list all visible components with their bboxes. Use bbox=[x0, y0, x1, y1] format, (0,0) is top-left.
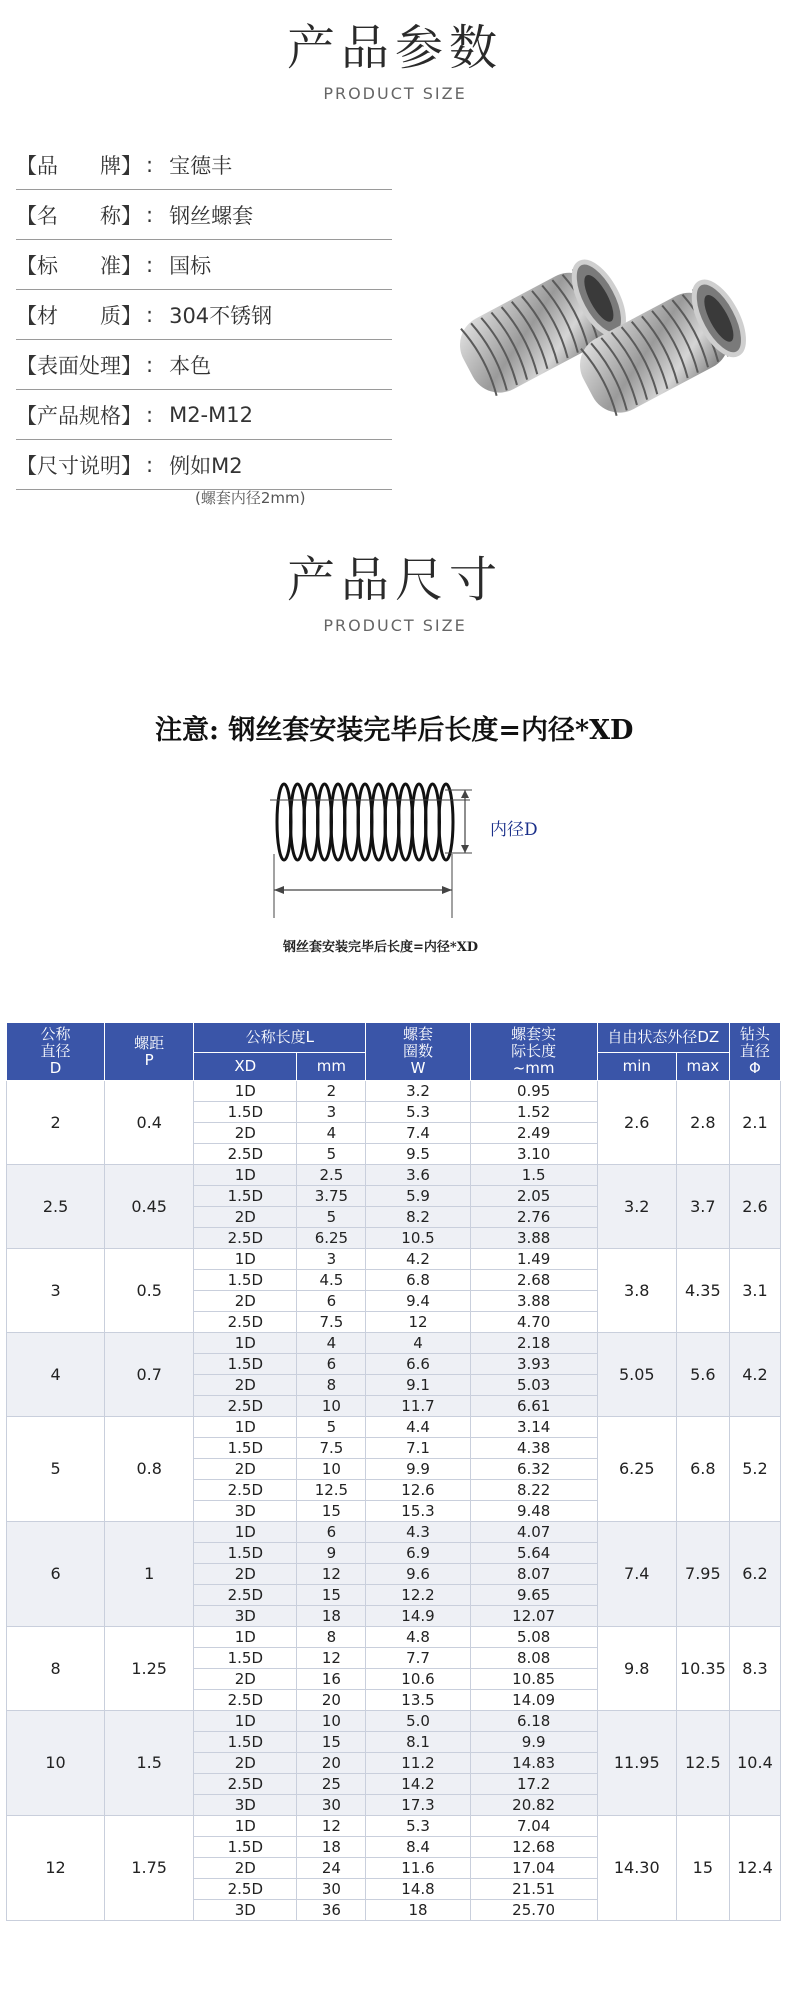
cell-xd: 1D bbox=[194, 1333, 297, 1354]
cell-xd: 2D bbox=[194, 1207, 297, 1228]
cell-length-mm: 3 bbox=[297, 1249, 366, 1270]
cell-nominal-diameter: 8 bbox=[7, 1627, 105, 1711]
cell-xd: 2.5D bbox=[194, 1585, 297, 1606]
cell-xd: 2D bbox=[194, 1375, 297, 1396]
header-drill-diameter: 钻头 直径 Φ bbox=[729, 1023, 780, 1081]
cell-length-mm: 2.5 bbox=[297, 1165, 366, 1186]
param-separator: : bbox=[146, 252, 154, 277]
cell-actual-length: 8.07 bbox=[470, 1564, 597, 1585]
cell-xd: 1.5D bbox=[194, 1438, 297, 1459]
cell-xd: 2D bbox=[194, 1669, 297, 1690]
cell-nominal-diameter: 4 bbox=[7, 1333, 105, 1417]
cell-actual-length: 3.10 bbox=[470, 1144, 597, 1165]
cell-length-mm: 12 bbox=[297, 1648, 366, 1669]
cell-actual-length: 4.38 bbox=[470, 1438, 597, 1459]
cell-turns: 8.4 bbox=[366, 1837, 470, 1858]
cell-dz-min: 6.25 bbox=[597, 1417, 676, 1522]
cell-nominal-diameter: 5 bbox=[7, 1417, 105, 1522]
cell-xd: 1D bbox=[194, 1711, 297, 1732]
table-row bbox=[7, 1522, 781, 1543]
cell-turns: 10.5 bbox=[366, 1228, 470, 1249]
cell-actual-length: 14.83 bbox=[470, 1753, 597, 1774]
cell-nominal-diameter: 2.5 bbox=[7, 1165, 105, 1249]
cell-xd: 1D bbox=[194, 1522, 297, 1543]
cell-xd: 2D bbox=[194, 1564, 297, 1585]
cell-turns: 11.7 bbox=[366, 1396, 470, 1417]
cell-drill: 10.4 bbox=[729, 1711, 780, 1816]
cell-length-mm: 20 bbox=[297, 1690, 366, 1711]
cell-length-mm: 5 bbox=[297, 1417, 366, 1438]
cell-actual-length: 9.65 bbox=[470, 1585, 597, 1606]
cell-turns: 12.2 bbox=[366, 1585, 470, 1606]
cell-length-mm: 5 bbox=[297, 1207, 366, 1228]
cell-xd: 2.5D bbox=[194, 1879, 297, 1900]
cell-xd: 2D bbox=[194, 1858, 297, 1879]
cell-xd: 1D bbox=[194, 1081, 297, 1102]
cell-turns: 4.2 bbox=[366, 1249, 470, 1270]
cell-dz-min: 14.30 bbox=[597, 1816, 676, 1921]
cell-actual-length: 3.88 bbox=[470, 1291, 597, 1312]
header-pitch: 螺距 P bbox=[105, 1023, 194, 1081]
cell-actual-length: 2.49 bbox=[470, 1123, 597, 1144]
cell-actual-length: 5.64 bbox=[470, 1543, 597, 1564]
cell-turns: 14.8 bbox=[366, 1879, 470, 1900]
cell-actual-length: 2.18 bbox=[470, 1333, 597, 1354]
table-row bbox=[7, 1417, 781, 1438]
cell-drill: 8.3 bbox=[729, 1627, 780, 1711]
param-separator: : bbox=[146, 452, 154, 477]
header-nominal-length: 公称长度L bbox=[194, 1023, 366, 1053]
header-mm: mm bbox=[297, 1053, 366, 1081]
spec-table-body bbox=[7, 1081, 781, 1921]
header-actual-length: 螺套实 际长度 ~mm bbox=[470, 1023, 597, 1081]
cell-length-mm: 2 bbox=[297, 1081, 366, 1102]
cell-turns: 3.2 bbox=[366, 1081, 470, 1102]
thread-insert-image bbox=[430, 240, 760, 440]
cell-turns: 4.4 bbox=[366, 1417, 470, 1438]
cell-actual-length: 1.52 bbox=[470, 1102, 597, 1123]
table-row bbox=[7, 1081, 781, 1102]
cell-xd: 3D bbox=[194, 1501, 297, 1522]
cell-turns: 9.5 bbox=[366, 1144, 470, 1165]
cell-turns: 6.8 bbox=[366, 1270, 470, 1291]
cell-length-mm: 6 bbox=[297, 1354, 366, 1375]
cell-length-mm: 6 bbox=[297, 1291, 366, 1312]
param-row bbox=[16, 340, 392, 390]
param-separator: : bbox=[146, 402, 154, 427]
cell-turns: 5.9 bbox=[366, 1186, 470, 1207]
cell-turns: 5.3 bbox=[366, 1816, 470, 1837]
cell-length-mm: 20 bbox=[297, 1753, 366, 1774]
cell-dz-min: 3.2 bbox=[597, 1165, 676, 1249]
cell-turns: 5.3 bbox=[366, 1102, 470, 1123]
param-value: 例如M2 bbox=[169, 453, 243, 478]
size-subtitle: PRODUCT SIZE bbox=[323, 616, 467, 635]
cell-pitch: 1.5 bbox=[105, 1711, 194, 1816]
cell-length-mm: 3 bbox=[297, 1102, 366, 1123]
cell-length-mm: 4 bbox=[297, 1123, 366, 1144]
param-row bbox=[16, 140, 392, 190]
cell-length-mm: 30 bbox=[297, 1879, 366, 1900]
cell-turns: 9.9 bbox=[366, 1459, 470, 1480]
cell-nominal-diameter: 6 bbox=[7, 1522, 105, 1627]
cell-actual-length: 14.09 bbox=[470, 1690, 597, 1711]
cell-length-mm: 10 bbox=[297, 1459, 366, 1480]
cell-xd: 2.5D bbox=[194, 1690, 297, 1711]
cell-xd: 3D bbox=[194, 1900, 297, 1921]
cell-length-mm: 8 bbox=[297, 1627, 366, 1648]
cell-xd: 2.5D bbox=[194, 1228, 297, 1249]
cell-dz-max: 12.5 bbox=[676, 1711, 729, 1816]
cell-xd: 2D bbox=[194, 1753, 297, 1774]
cell-dz-max: 7.95 bbox=[676, 1522, 729, 1627]
cell-actual-length: 3.88 bbox=[470, 1228, 597, 1249]
cell-length-mm: 36 bbox=[297, 1900, 366, 1921]
cell-turns: 11.2 bbox=[366, 1753, 470, 1774]
cell-turns: 13.5 bbox=[366, 1690, 470, 1711]
cell-drill: 2.1 bbox=[729, 1081, 780, 1165]
cell-xd: 2D bbox=[194, 1291, 297, 1312]
table-row bbox=[7, 1165, 781, 1186]
cell-length-mm: 24 bbox=[297, 1858, 366, 1879]
cell-length-mm: 5 bbox=[297, 1144, 366, 1165]
cell-turns: 9.1 bbox=[366, 1375, 470, 1396]
param-value: 宝德丰 bbox=[169, 153, 233, 178]
cell-actual-length: 8.08 bbox=[470, 1648, 597, 1669]
table-row bbox=[7, 1816, 781, 1837]
cell-dz-max: 15 bbox=[676, 1816, 729, 1921]
param-value: 本色 bbox=[169, 353, 212, 378]
cell-length-mm: 7.5 bbox=[297, 1438, 366, 1459]
coil-diagram bbox=[260, 750, 520, 930]
cell-actual-length: 12.68 bbox=[470, 1837, 597, 1858]
cell-length-mm: 4 bbox=[297, 1333, 366, 1354]
cell-pitch: 0.7 bbox=[105, 1333, 194, 1417]
cell-dz-min: 9.8 bbox=[597, 1627, 676, 1711]
header-max: max bbox=[676, 1053, 729, 1081]
cell-xd: 1D bbox=[194, 1627, 297, 1648]
param-value: 钢丝螺套 bbox=[169, 203, 254, 228]
cell-xd: 2.5D bbox=[194, 1396, 297, 1417]
header-free-diameter: 自由状态外径DZ bbox=[597, 1023, 729, 1053]
inner-diameter-label: 内径D bbox=[490, 820, 538, 840]
cell-xd: 2D bbox=[194, 1123, 297, 1144]
cell-length-mm: 25 bbox=[297, 1774, 366, 1795]
cell-dz-max: 5.6 bbox=[676, 1333, 729, 1417]
cell-length-mm: 18 bbox=[297, 1837, 366, 1858]
cell-dz-max: 2.8 bbox=[676, 1081, 729, 1165]
cell-xd: 1D bbox=[194, 1249, 297, 1270]
param-separator: : bbox=[146, 352, 154, 377]
cell-actual-length: 6.32 bbox=[470, 1459, 597, 1480]
cell-drill: 6.2 bbox=[729, 1522, 780, 1627]
param-label: 【材 质】 bbox=[16, 303, 142, 328]
cell-xd: 1D bbox=[194, 1816, 297, 1837]
cell-actual-length: 3.14 bbox=[470, 1417, 597, 1438]
cell-xd: 3D bbox=[194, 1795, 297, 1816]
cell-actual-length: 9.48 bbox=[470, 1501, 597, 1522]
cell-xd: 1D bbox=[194, 1165, 297, 1186]
cell-xd: 1.5D bbox=[194, 1354, 297, 1375]
cell-actual-length: 2.68 bbox=[470, 1270, 597, 1291]
param-separator: : bbox=[146, 302, 154, 327]
cell-xd: 1.5D bbox=[194, 1732, 297, 1753]
cell-length-mm: 6 bbox=[297, 1522, 366, 1543]
cell-dz-min: 7.4 bbox=[597, 1522, 676, 1627]
cell-length-mm: 3.75 bbox=[297, 1186, 366, 1207]
cell-actual-length: 25.70 bbox=[470, 1900, 597, 1921]
cell-xd: 2.5D bbox=[194, 1480, 297, 1501]
param-label: 【尺寸说明】 bbox=[16, 453, 142, 478]
cell-length-mm: 12.5 bbox=[297, 1480, 366, 1501]
cell-xd: 3D bbox=[194, 1606, 297, 1627]
table-row bbox=[7, 1711, 781, 1732]
cell-turns: 11.6 bbox=[366, 1858, 470, 1879]
cell-length-mm: 15 bbox=[297, 1585, 366, 1606]
cell-actual-length: 4.07 bbox=[470, 1522, 597, 1543]
cell-xd: 2D bbox=[194, 1459, 297, 1480]
cell-drill: 3.1 bbox=[729, 1249, 780, 1333]
params-list bbox=[16, 140, 392, 490]
cell-turns: 17.3 bbox=[366, 1795, 470, 1816]
cell-xd: 1.5D bbox=[194, 1543, 297, 1564]
cell-pitch: 1 bbox=[105, 1522, 194, 1627]
cell-actual-length: 6.18 bbox=[470, 1711, 597, 1732]
cell-actual-length: 21.51 bbox=[470, 1879, 597, 1900]
cell-xd: 1.5D bbox=[194, 1837, 297, 1858]
cell-xd: 1.5D bbox=[194, 1186, 297, 1207]
cell-actual-length: 4.70 bbox=[470, 1312, 597, 1333]
params-subtitle: PRODUCT SIZE bbox=[323, 84, 467, 103]
cell-turns: 14.9 bbox=[366, 1606, 470, 1627]
param-value: 国标 bbox=[169, 253, 212, 278]
cell-actual-length: 9.9 bbox=[470, 1732, 597, 1753]
cell-dz-min: 2.6 bbox=[597, 1081, 676, 1165]
cell-pitch: 0.5 bbox=[105, 1249, 194, 1333]
coil-drawing bbox=[277, 784, 453, 860]
param-label: 【品 牌】 bbox=[16, 153, 142, 178]
cell-turns: 5.0 bbox=[366, 1711, 470, 1732]
cell-length-mm: 30 bbox=[297, 1795, 366, 1816]
cell-actual-length: 7.04 bbox=[470, 1816, 597, 1837]
cell-length-mm: 6.25 bbox=[297, 1228, 366, 1249]
cell-turns: 7.1 bbox=[366, 1438, 470, 1459]
cell-turns: 12 bbox=[366, 1312, 470, 1333]
cell-length-mm: 12 bbox=[297, 1816, 366, 1837]
cell-turns: 10.6 bbox=[366, 1669, 470, 1690]
cell-nominal-diameter: 3 bbox=[7, 1249, 105, 1333]
cell-actual-length: 1.5 bbox=[470, 1165, 597, 1186]
cell-turns: 8.2 bbox=[366, 1207, 470, 1228]
cell-drill: 12.4 bbox=[729, 1816, 780, 1921]
cell-actual-length: 20.82 bbox=[470, 1795, 597, 1816]
cell-dz-max: 4.35 bbox=[676, 1249, 729, 1333]
cell-dz-max: 10.35 bbox=[676, 1627, 729, 1711]
diagram-caption: 钢丝套安装完毕后长度=内径*XD bbox=[283, 940, 479, 955]
cell-actual-length: 5.03 bbox=[470, 1375, 597, 1396]
cell-turns: 6.6 bbox=[366, 1354, 470, 1375]
cell-actual-length: 2.76 bbox=[470, 1207, 597, 1228]
cell-dz-min: 3.8 bbox=[597, 1249, 676, 1333]
cell-length-mm: 7.5 bbox=[297, 1312, 366, 1333]
table-row bbox=[7, 1333, 781, 1354]
cell-turns: 6.9 bbox=[366, 1543, 470, 1564]
cell-turns: 4 bbox=[366, 1333, 470, 1354]
cell-length-mm: 15 bbox=[297, 1732, 366, 1753]
cell-actual-length: 10.85 bbox=[470, 1669, 597, 1690]
section-title-size bbox=[0, 550, 790, 635]
cell-xd: 1.5D bbox=[194, 1102, 297, 1123]
cell-pitch: 0.4 bbox=[105, 1081, 194, 1165]
cell-pitch: 1.25 bbox=[105, 1627, 194, 1711]
cell-length-mm: 15 bbox=[297, 1501, 366, 1522]
param-row bbox=[16, 390, 392, 440]
cell-dz-min: 11.95 bbox=[597, 1711, 676, 1816]
cell-xd: 2.5D bbox=[194, 1774, 297, 1795]
header-min: min bbox=[597, 1053, 676, 1081]
cell-length-mm: 16 bbox=[297, 1669, 366, 1690]
cell-length-mm: 9 bbox=[297, 1543, 366, 1564]
cell-pitch: 0.45 bbox=[105, 1165, 194, 1249]
param-row bbox=[16, 240, 392, 290]
section-title-params bbox=[0, 18, 790, 103]
cell-actual-length: 3.93 bbox=[470, 1354, 597, 1375]
cell-turns: 14.2 bbox=[366, 1774, 470, 1795]
cell-turns: 18 bbox=[366, 1900, 470, 1921]
size-title: 产品尺寸 bbox=[286, 552, 503, 608]
param-label: 【标 准】 bbox=[16, 253, 142, 278]
cell-drill: 5.2 bbox=[729, 1417, 780, 1522]
cell-turns: 4.8 bbox=[366, 1627, 470, 1648]
cell-turns: 9.4 bbox=[366, 1291, 470, 1312]
cell-turns: 7.4 bbox=[366, 1123, 470, 1144]
cell-turns: 8.1 bbox=[366, 1732, 470, 1753]
cell-nominal-diameter: 12 bbox=[7, 1816, 105, 1921]
cell-length-mm: 18 bbox=[297, 1606, 366, 1627]
header-nominal-diameter: 公称 直径 D bbox=[7, 1023, 105, 1081]
cell-actual-length: 5.08 bbox=[470, 1627, 597, 1648]
cell-length-mm: 10 bbox=[297, 1711, 366, 1732]
param-label: 【名 称】 bbox=[16, 203, 142, 228]
cell-xd: 1D bbox=[194, 1417, 297, 1438]
cell-actual-length: 6.61 bbox=[470, 1396, 597, 1417]
cell-dz-max: 6.8 bbox=[676, 1417, 729, 1522]
cell-length-mm: 4.5 bbox=[297, 1270, 366, 1291]
param-row bbox=[16, 190, 392, 240]
params-title: 产品参数 bbox=[286, 20, 503, 76]
cell-actual-length: 17.2 bbox=[470, 1774, 597, 1795]
cell-turns: 12.6 bbox=[366, 1480, 470, 1501]
cell-length-mm: 12 bbox=[297, 1564, 366, 1585]
param-label: 【表面处理】 bbox=[16, 353, 142, 378]
table-row bbox=[7, 1627, 781, 1648]
cell-turns: 4.3 bbox=[366, 1522, 470, 1543]
table-row bbox=[7, 1249, 781, 1270]
cell-actual-length: 0.95 bbox=[470, 1081, 597, 1102]
param-separator: : bbox=[146, 152, 154, 177]
cell-nominal-diameter: 10 bbox=[7, 1711, 105, 1816]
cell-pitch: 1.75 bbox=[105, 1816, 194, 1921]
cell-drill: 2.6 bbox=[729, 1165, 780, 1249]
cell-dz-max: 3.7 bbox=[676, 1165, 729, 1249]
cell-xd: 1.5D bbox=[194, 1648, 297, 1669]
header-turns: 螺套 圈数 W bbox=[366, 1023, 470, 1081]
cell-dz-min: 5.05 bbox=[597, 1333, 676, 1417]
diagram-note: 注意: 钢丝套安装完毕后长度=内径*XD bbox=[155, 715, 634, 746]
cell-pitch: 0.8 bbox=[105, 1417, 194, 1522]
param-value: 304不锈钢 bbox=[169, 303, 273, 328]
param-value: M2-M12 bbox=[169, 402, 253, 427]
spec-table bbox=[6, 1022, 781, 1921]
param-row bbox=[16, 290, 392, 340]
cell-nominal-diameter: 2 bbox=[7, 1081, 105, 1165]
cell-actual-length: 12.07 bbox=[470, 1606, 597, 1627]
cell-actual-length: 8.22 bbox=[470, 1480, 597, 1501]
cell-turns: 3.6 bbox=[366, 1165, 470, 1186]
cell-turns: 7.7 bbox=[366, 1648, 470, 1669]
cell-actual-length: 17.04 bbox=[470, 1858, 597, 1879]
cell-actual-length: 1.49 bbox=[470, 1249, 597, 1270]
cell-length-mm: 10 bbox=[297, 1396, 366, 1417]
param-label: 【产品规格】 bbox=[16, 403, 142, 428]
cell-actual-length: 2.05 bbox=[470, 1186, 597, 1207]
cell-xd: 2.5D bbox=[194, 1144, 297, 1165]
cell-turns: 15.3 bbox=[366, 1501, 470, 1522]
cell-xd: 1.5D bbox=[194, 1270, 297, 1291]
cell-xd: 2.5D bbox=[194, 1312, 297, 1333]
cell-length-mm: 8 bbox=[297, 1375, 366, 1396]
cell-turns: 9.6 bbox=[366, 1564, 470, 1585]
param-row bbox=[16, 440, 392, 490]
param-separator: : bbox=[146, 202, 154, 227]
header-xd: XD bbox=[194, 1053, 297, 1081]
param-note: (螺套内径2mm) bbox=[195, 489, 306, 507]
cell-drill: 4.2 bbox=[729, 1333, 780, 1417]
